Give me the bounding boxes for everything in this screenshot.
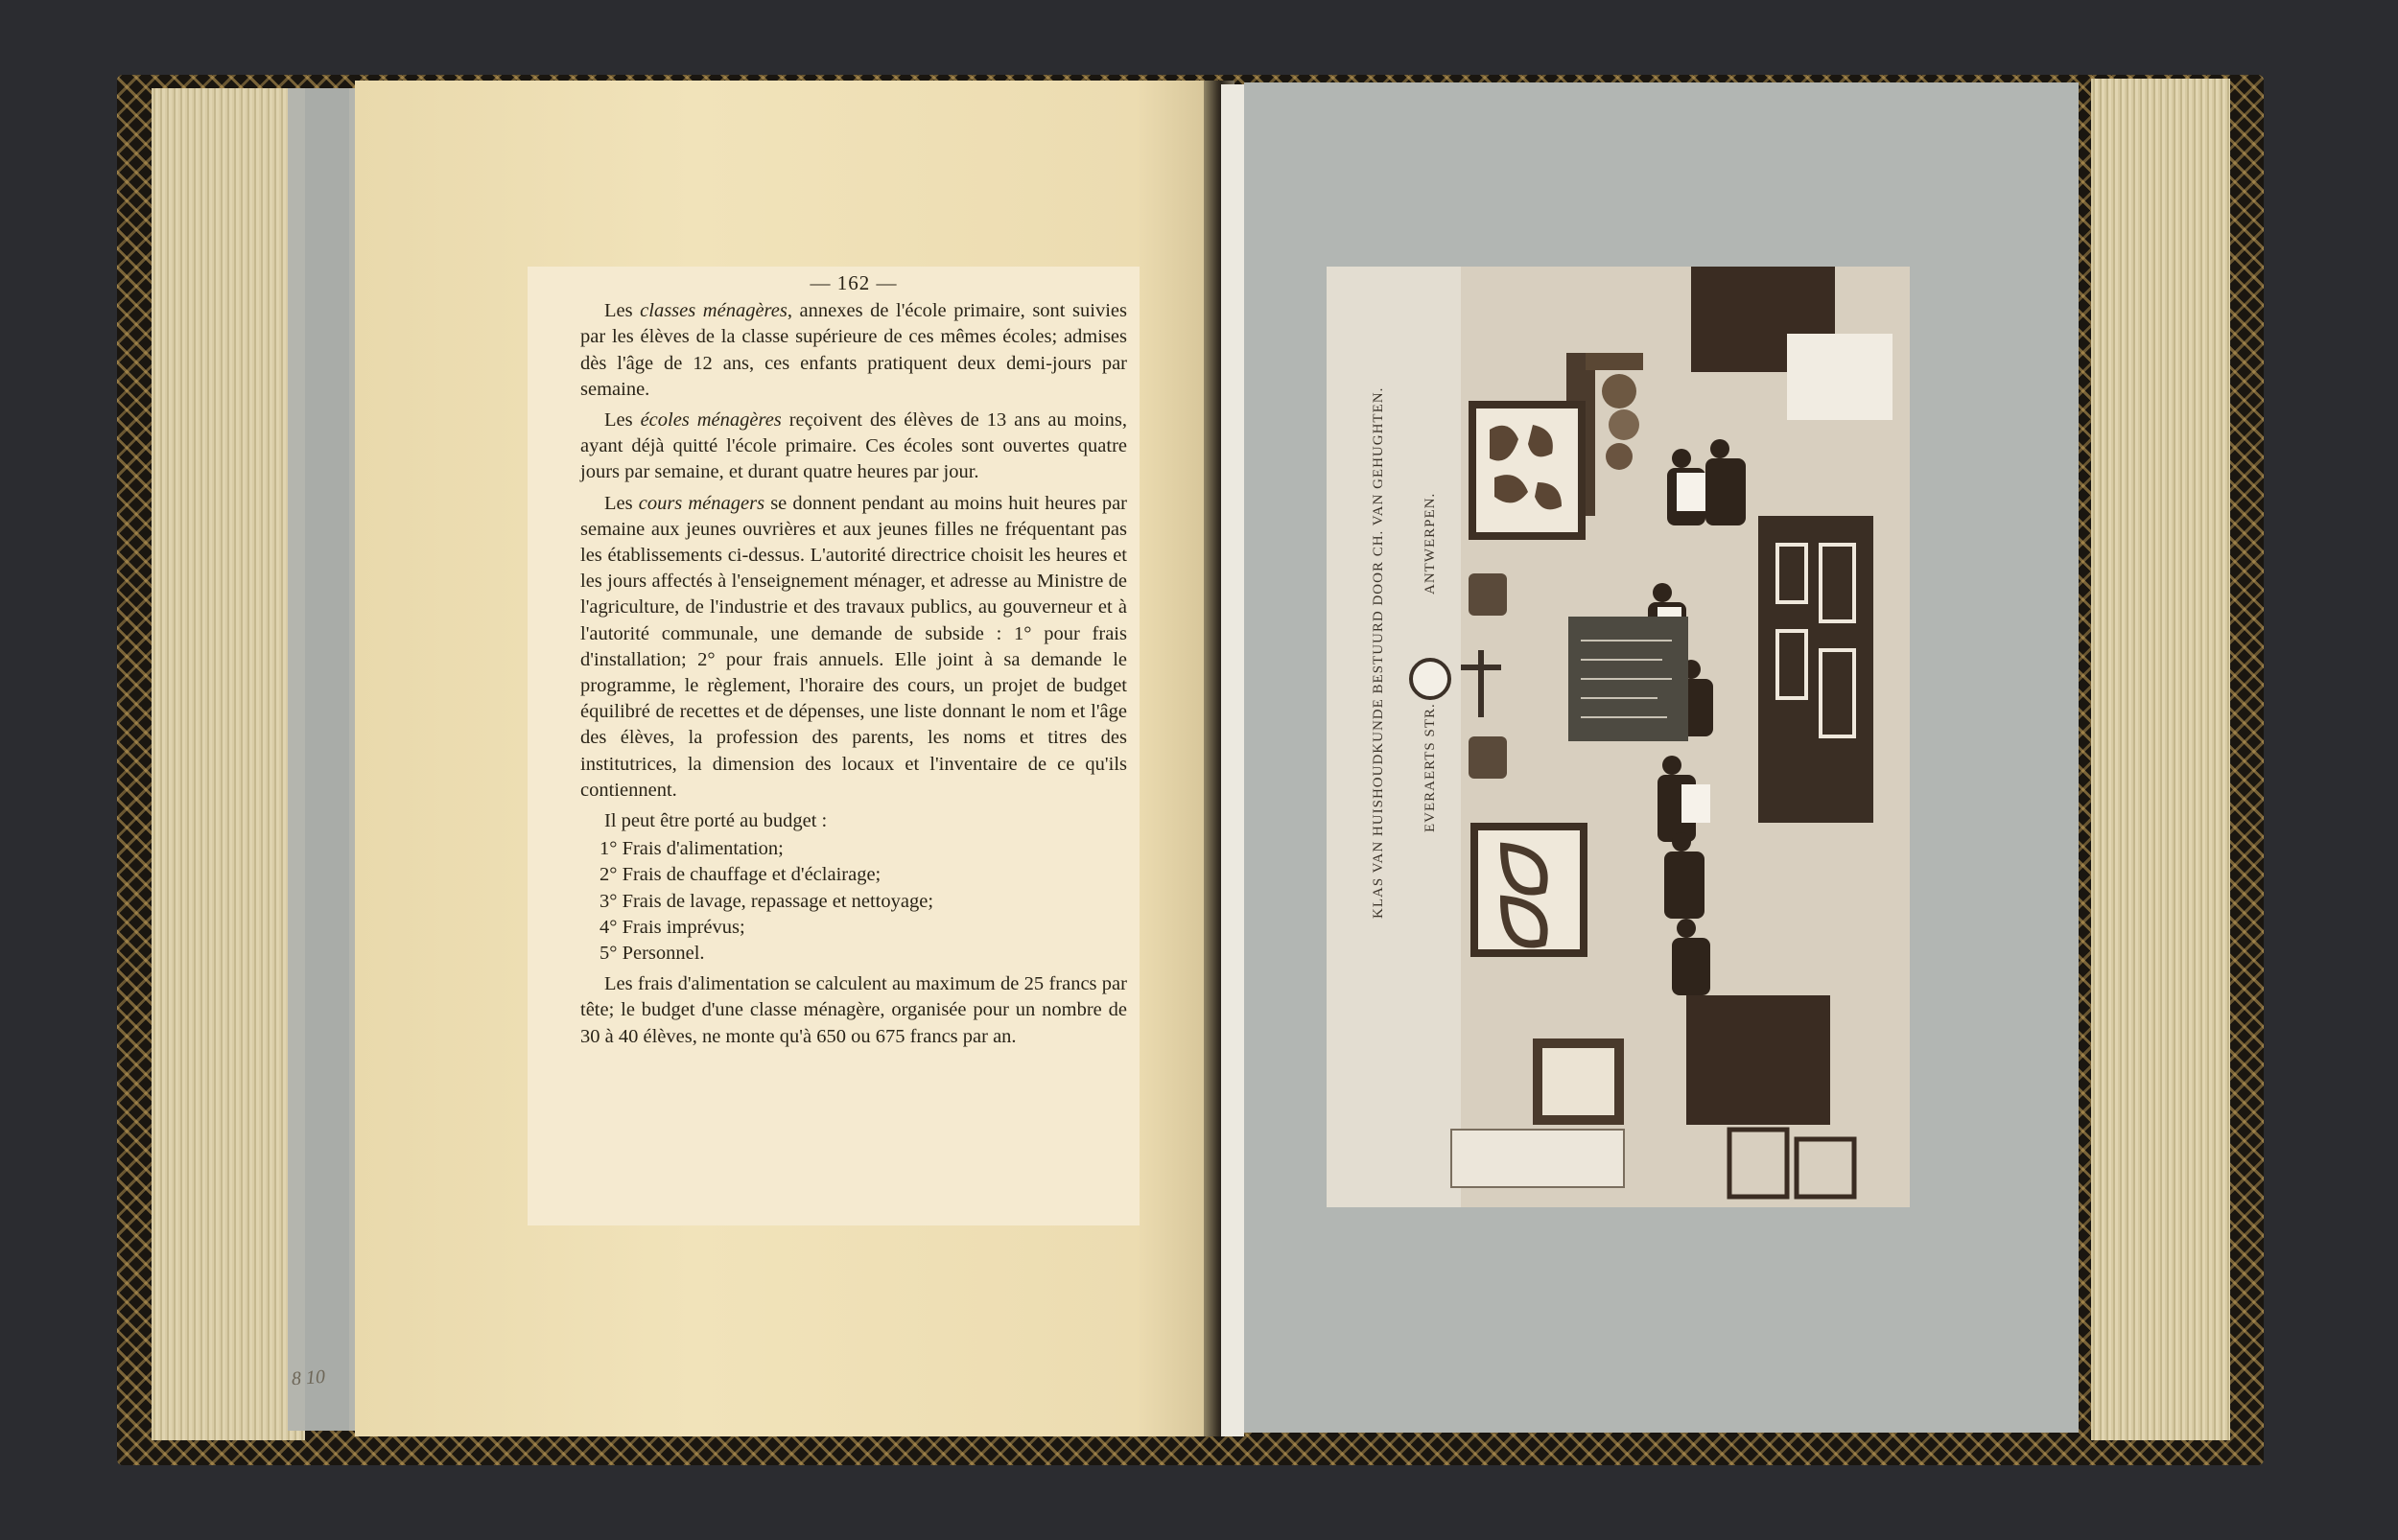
- paragraph-cours-menagers: Les cours ménagers se donnent pendant au moins huit heures par semaine aux jeunes ouvrières et aux jeunes filles ne fréquentant pas les établissements ci-dessus. L'autorité directrice choisit les heures et les jours affectés à l'enseignement ménager, et adresse au Ministre de l'agriculture, de l'industrie et des travaux publics, au gouverneur et à l'autorité communale, une demande de subside : 1° pour frais d'installation; 2° pour frais annuels. Elle joint à sa demande le programme, le règlement, l'horaire des cours, un projet de budget équilibré de recettes et de dépenses, une liste donnant le nom et l'âge des élèves, la profession des parents, les noms et titres des institutrices, la dimension des locaux et l'inventaire de ce qu'ils contiennent.: [580, 492, 1127, 801]
- budget-intro: Il peut être porté au budget :: [604, 810, 828, 832]
- paragraph-ecoles-menageres: Les écoles ménagères reçoivent des élèves de 13 ans au moins, ayant déjà quitté l'école primaire. Ces écoles sont ouvertes quatre jours par semaine, et durant quatre heures par jour.: [580, 409, 1127, 483]
- photo-caption-street: EVERAERTS STR.: [1422, 703, 1438, 832]
- photo-scene: [1327, 267, 1910, 1207]
- budget-item: 5° Personnel.: [600, 943, 705, 965]
- budget-item: 1° Frais d'alimentation;: [600, 838, 784, 860]
- photo-caption-main: KLAS VAN HUISHOUDKUNDE BESTUURD DOOR CH. VAN GEHUGHTEN.: [1371, 386, 1386, 919]
- pencil-annotation: 8 10: [291, 1365, 326, 1390]
- closing-paragraph: Les frais d'alimentation se calculent au maximum de 25 francs par tête; le budget d'une classe ménagère, organisée pour un nombre de 30 à 40 élèves, ne monte qu'à 650 ou 675 francs par an.: [580, 973, 1127, 1047]
- budget-item: 3° Frais de lavage, repassage et nettoyage;: [600, 890, 934, 912]
- budget-item: 2° Frais de chauffage et d'éclairage;: [600, 864, 882, 886]
- mount-board-edge: [1221, 84, 1244, 1436]
- paragraph-classes-menageres: Les classes ménagères, annexes de l'école primaire, sont suivies par les élèves de la classe supérieure de ces mêmes écoles; admises dès l'âge de 12 ans, ces enfants pratiquent deux demi-jours par semaine.: [580, 300, 1127, 400]
- page-number: — 162 —: [810, 271, 898, 294]
- budget-item: 4° Frais imprévus;: [600, 916, 745, 938]
- page-text: [580, 270, 1127, 1055]
- inserted-strip-inner: [305, 88, 349, 1431]
- page-edges-left: [152, 88, 305, 1440]
- photo-caption-city: ANTWERPEN.: [1422, 492, 1438, 595]
- classroom-photograph: [1327, 267, 1910, 1207]
- page-edges-right: [2091, 79, 2230, 1440]
